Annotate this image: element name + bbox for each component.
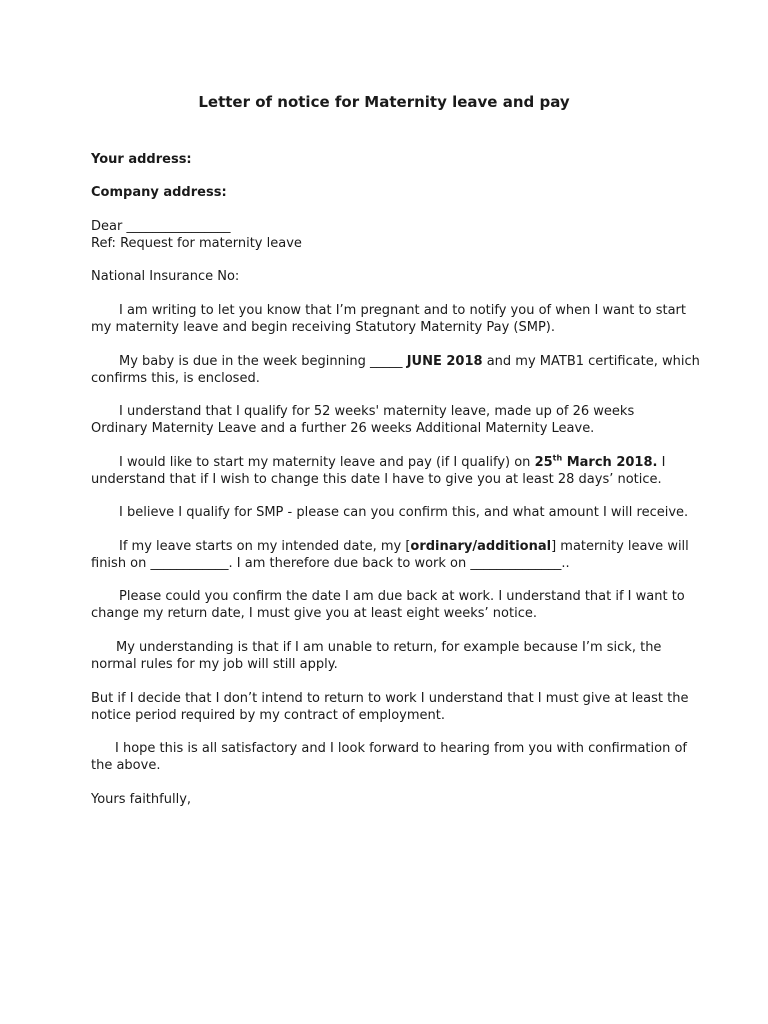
letter-title: Letter of notice for Maternity leave and pay	[198, 93, 570, 111]
paragraph-7-line-2: change my return date, I must give you at least eight weeks’ notice.	[91, 606, 537, 621]
paragraph-3-line-2: Ordinary Maternity Leave and a further 26 weeks Additional Maternity Leave.	[91, 421, 595, 436]
paragraph-2-line-1: My baby is due in the week beginning _____ JUNE 2018 and my MATB1 certificate, which	[119, 354, 700, 369]
salutation: Dear ________________	[91, 219, 231, 234]
paragraph-6-line-2: finish on ____________. I am therefore due back to work on ______________..	[91, 556, 570, 571]
paragraph-10-line-1: I hope this is all satisfactory and I look forward to hearing from you with confirmation of	[115, 741, 687, 756]
paragraph-2-line-2: confirms this, is enclosed.	[91, 371, 260, 386]
national-insurance-line: National Insurance No:	[91, 269, 240, 284]
paragraph-7-line-1: Please could you confirm the date I am due back at work. I understand that if I want to	[119, 589, 685, 604]
paragraph-8-line-2: normal rules for my job will still apply.	[91, 657, 338, 672]
company-address-label: Company address:	[91, 185, 227, 200]
your-address-label: Your address:	[91, 152, 192, 167]
closing: Yours faithfully,	[91, 792, 192, 807]
paragraph-3-line-1: I understand that I qualify for 52 weeks' maternity leave, made up of 26 weeks	[119, 404, 635, 419]
paragraph-6-line-1: If my leave starts on my intended date, my [ordinary/additional] maternity leave will	[119, 539, 689, 554]
paragraph-1-line-2: my maternity leave and begin receiving Statutory Maternity Pay (SMP).	[91, 320, 555, 335]
paragraph-5: I believe I qualify for SMP - please can you confirm this, and what amount I will receive.	[119, 505, 689, 520]
paragraph-4-line-2: understand that if I wish to change this date I have to give you at least 28 days’ notice.	[91, 472, 662, 487]
paragraph-8-line-1: My understanding is that if I am unable to return, for example because I’m sick, the	[116, 640, 662, 655]
paragraph-4-line-1: I would like to start my maternity leave and pay (if I qualify) on 25th March 2018. I	[119, 453, 666, 470]
paragraph-9-line-2: notice period required by my contract of employment.	[91, 708, 445, 723]
paragraph-1-line-1: I am writing to let you know that I’m pregnant and to notify you of when I want to start	[119, 303, 686, 318]
reference-line: Ref: Request for maternity leave	[91, 236, 302, 251]
paragraph-9-line-1: But if I decide that I don’t intend to return to work I understand that I must give at least the	[91, 691, 689, 706]
paragraph-10-line-2: the above.	[91, 758, 161, 773]
